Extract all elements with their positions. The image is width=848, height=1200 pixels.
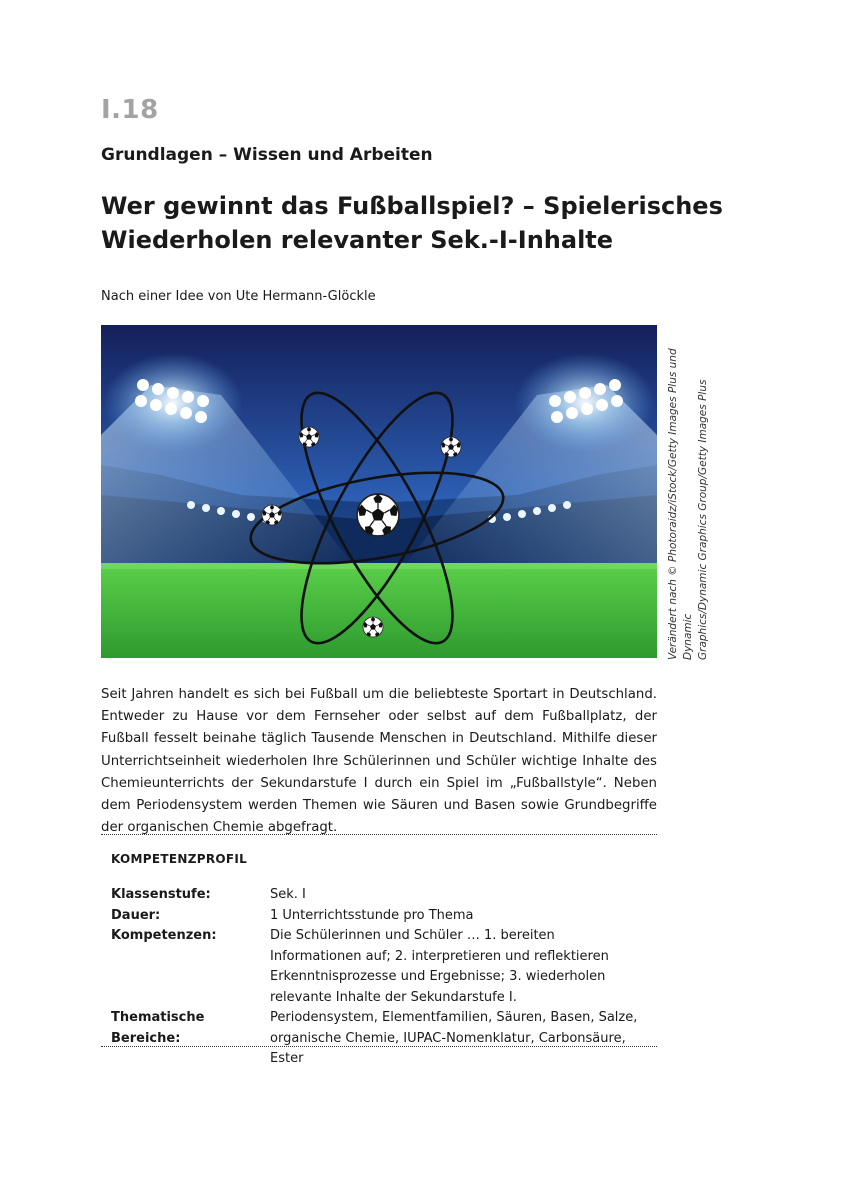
profile-heading: KOMPETENZPROFIL <box>111 852 248 866</box>
soccer-ball-icon <box>262 505 282 525</box>
title-line-1: Wer gewinnt das Fußballspiel? – Spielerisches <box>101 192 723 220</box>
profile-row-duration <box>111 906 651 927</box>
profile-row-competences <box>111 926 651 1008</box>
profile-label: Klassenstufe: <box>111 887 211 902</box>
profile-row-topics <box>111 1008 651 1070</box>
intro-paragraph: Seit Jahren handelt es sich bei Fußball um die beliebteste Sportart in Deutschland. Entweder zu Hause vor dem Fernseher oder selbst auf dem Fußballplatz, der Fußball fesselt beinahe täglich Tausende Menschen in Deutschland. Mithilfe dieser Unterrichtseinheit wiederholen Ihre Schülerinnen und Schüler wichtige Inhalte des Chemieunterrichts der Sekundarstufe I durch ein Spiel im „Fußballstyle“. Neben dem Periodensystem werden Themen wie Säuren und Basen sowie Grundbegriffe der organischen Chemie abgefragt. <box>101 687 657 836</box>
competence-profile <box>111 885 651 1070</box>
title-line-2: Wiederholen relevanter Sek.-I-Inhalte <box>101 226 614 254</box>
author-note: Nach einer Idee von Ute Hermann-Glöckle <box>101 289 376 304</box>
profile-value: Periodensystem, Elementfamilien, Säuren, Basen, Salze, organische Chemie, IUPAC-Nomenklatur, Carbonsäure, Ester <box>270 1010 638 1066</box>
page-title <box>101 189 741 257</box>
image-credit <box>666 340 709 660</box>
profile-value: Die Schülerinnen und Schüler … 1. bereiten Informationen auf; 2. interpretieren und reflektieren Erkenntnisprozesse und Ergebnisse; 3. wiederholen relevante Inhalte der Sekundarstufe I. <box>270 928 609 1005</box>
profile-row-grade <box>111 885 651 906</box>
profile-label: Dauer: <box>111 907 161 923</box>
soccer-ball-icon <box>299 427 319 447</box>
divider-bottom <box>101 1046 657 1047</box>
profile-label: Thematische Bereiche: <box>111 1010 205 1046</box>
profile-label: Kompetenzen: <box>111 928 217 943</box>
credit-line-2: Graphics/Dynamic Graphics Group/Getty Images Plus <box>697 379 709 660</box>
floodlight-icon <box>515 353 655 453</box>
soccer-ball-icon <box>357 494 399 536</box>
floodlight-icon <box>103 353 243 453</box>
divider-top <box>101 834 657 835</box>
soccer-ball-icon <box>363 617 383 637</box>
soccer-ball-icon <box>441 437 461 457</box>
chapter-number: I.18 <box>101 95 159 125</box>
profile-value: 1 Unterrichtsstunde pro Thema <box>270 907 474 923</box>
profile-value: Sek. I <box>270 887 306 902</box>
credit-line-1: Verändert nach © Photoraidz/iStock/Getty Images Plus und Dynamic <box>667 348 694 660</box>
section-heading: Grundlagen – Wissen und Arbeiten <box>101 145 433 165</box>
hero-image <box>101 325 657 658</box>
